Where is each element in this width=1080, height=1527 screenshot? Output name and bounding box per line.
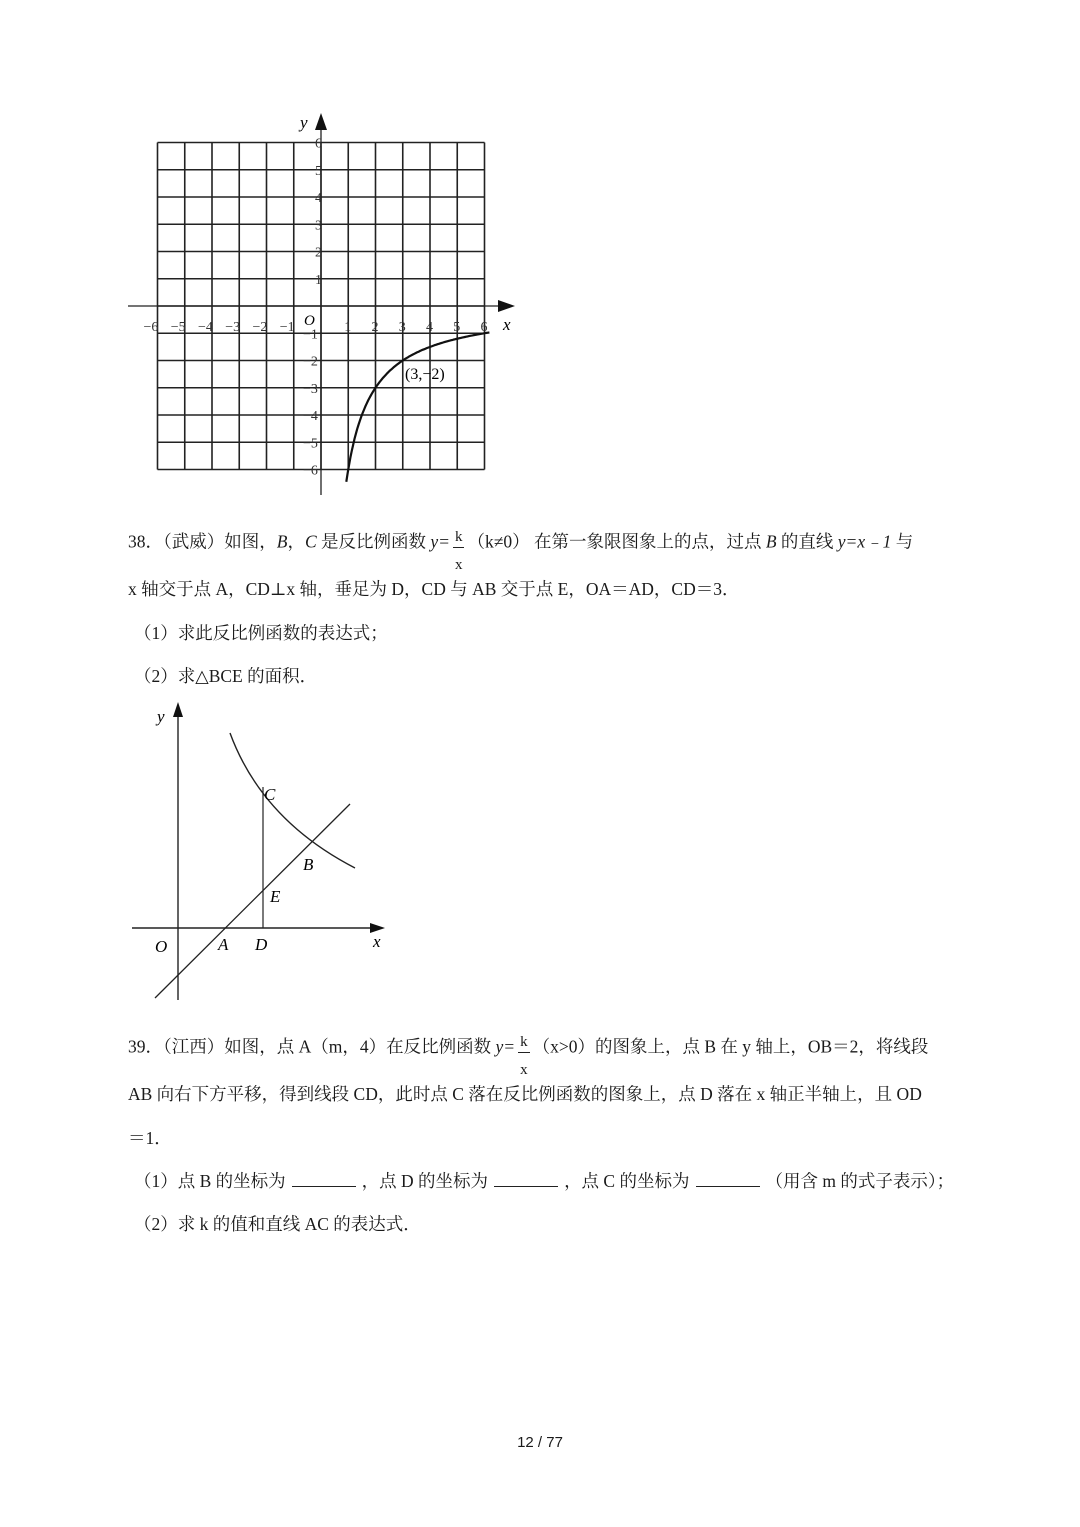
y-axis-label: y <box>300 113 308 132</box>
answer-blank-d[interactable] <box>494 1172 558 1187</box>
numerator: k <box>453 530 465 548</box>
hyperbola-grid-figure <box>120 100 540 500</box>
point-c-label: C <box>264 785 276 804</box>
question-number: 38． <box>128 531 163 552</box>
question-number: 39． <box>128 1036 163 1057</box>
y-tick-label: −5 <box>303 436 318 452</box>
text: （x>0）的图象上，点 B 在 y 轴上，OB＝2，将线段 <box>532 1036 929 1057</box>
y-tick-label: 4 <box>315 191 322 206</box>
x-axis-label: x <box>503 315 511 334</box>
x-label: x <box>373 932 381 951</box>
denominator: x <box>454 557 463 573</box>
text: （k≠0） <box>467 531 530 552</box>
y-tick-label: 3 <box>315 218 322 234</box>
x-tick-label: −3 <box>225 320 241 335</box>
point-a-label: A <box>218 935 229 954</box>
numerator: k <box>518 1035 530 1053</box>
y-tick-label: −6 <box>303 463 318 479</box>
q39-line1 <box>128 1027 929 1078</box>
q38-part1: （1）求此反比例函数的表达式； <box>134 623 388 643</box>
x-tick-label: 5 <box>453 320 461 335</box>
text: y= <box>495 1036 516 1057</box>
line-ab <box>155 804 350 998</box>
point-e-label: E <box>270 887 281 906</box>
text: 如图， <box>224 531 277 552</box>
point-label: (3,−2) <box>405 366 445 383</box>
q39-line3: ＝1． <box>128 1128 172 1148</box>
origin-label: O <box>304 313 315 329</box>
q39-part2: （2）求 k 的值和直线 AC 的表达式． <box>134 1214 421 1234</box>
denominator: x <box>520 1062 528 1078</box>
question-source: （江西） <box>163 1036 225 1057</box>
x-tick-label: 4 <box>426 320 433 335</box>
y-label: y <box>157 707 165 726</box>
text: （用含 m 的式子表示）； <box>765 1171 955 1191</box>
x-tick-label: 3 <box>398 320 406 335</box>
q38-line1 <box>128 522 914 573</box>
answer-blank-b[interactable] <box>292 1172 356 1187</box>
x-tick-label: −4 <box>198 320 213 335</box>
text: 如图，点 A（m，4）在反比例函数 <box>224 1036 492 1057</box>
text: 与 <box>895 531 914 552</box>
question-source: （武威） <box>163 531 225 552</box>
q38-line2: x 轴交于点 A，CD⊥x 轴，垂足为 D，CD 与 AB 交于点 E，OA＝AD，CD＝3． <box>128 579 740 599</box>
x-tick-label: −1 <box>279 320 295 335</box>
point-d-label: D <box>255 935 268 954</box>
hyperbola-curve <box>346 333 489 482</box>
y-tick-label: −4 <box>303 409 318 424</box>
text: （1）点 B 的坐标为 <box>134 1171 286 1191</box>
text: 的直线 <box>780 531 834 552</box>
y-tick-label: −1 <box>303 327 318 343</box>
text: 在第一象限图象上的点，过点 <box>533 531 762 552</box>
x-tick-label: 2 <box>371 320 379 335</box>
y-tick-label: 2 <box>315 245 322 261</box>
fraction <box>453 530 465 573</box>
q38-part2: （2）求△BCE 的面积． <box>134 666 318 686</box>
point-b-label: B <box>303 855 314 874</box>
hyperbola-curve <box>230 733 355 868</box>
text: ，点 D 的坐标为 <box>361 1171 489 1191</box>
x-tick-label: −2 <box>252 320 268 335</box>
q38-figure <box>120 695 400 1010</box>
page-number: 12 / 77 <box>517 1434 563 1451</box>
y-tick-label: 5 <box>315 163 322 179</box>
q39-part1 <box>134 1168 954 1193</box>
text: y=x﹣1 <box>837 531 892 552</box>
answer-blank-c[interactable] <box>696 1172 760 1187</box>
text: C <box>304 531 317 552</box>
y-tick-label: 1 <box>315 272 322 288</box>
x-tick-label: −5 <box>170 320 186 335</box>
x-tick-label: 6 <box>480 320 488 335</box>
y-tick-label: −3 <box>303 381 318 397</box>
y-tick-label: 6 <box>315 136 322 152</box>
y-tick-label: −2 <box>303 354 318 370</box>
q39-line2: AB 向右下方平移，得到线段 CD，此时点 C 落在反比例函数的图象上，点 D 落在 x 轴正半轴上，且 OD <box>128 1084 922 1104</box>
text: B <box>276 531 288 552</box>
text: 是反比例函数 <box>321 531 427 552</box>
fraction <box>518 1035 530 1078</box>
x-tick-label: −6 <box>143 320 159 335</box>
text: y= <box>430 531 450 552</box>
text: B <box>765 531 777 552</box>
x-tick-label: 1 <box>344 320 352 335</box>
text: ， <box>287 531 305 552</box>
text: ，点 C 的坐标为 <box>564 1171 690 1191</box>
point-o-label: O <box>155 937 168 956</box>
